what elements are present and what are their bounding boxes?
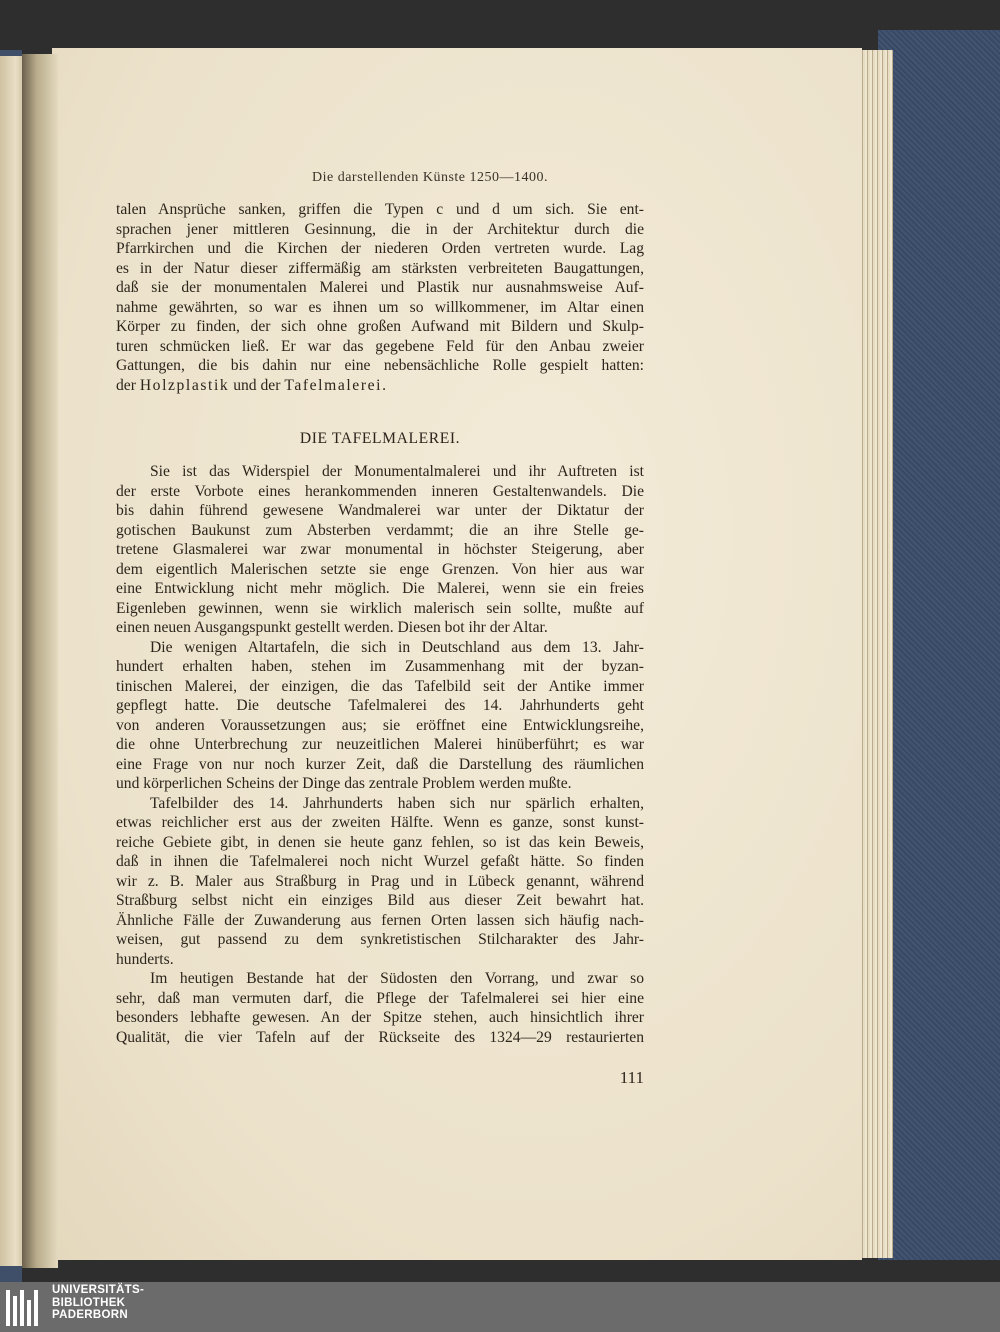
text-line: und körperlichen Scheins der Dinge das zentrale Problem werden mußte.	[116, 775, 572, 792]
paragraph-intro	[116, 200, 644, 395]
text-line: etwas reichlicher erst aus der zweiten Hälfte. Wenn es ganze, sonst kunst-	[116, 814, 644, 831]
text-line: reiche Gebiete gibt, in denen sie heute ganz fehlen, so ist das kein Beweis,	[116, 833, 644, 851]
text-line: hundert erhalten haben, stehen im Zusammenhang mit der byzan-	[116, 658, 644, 675]
text-line: von anderen Voraussetzungen aus; sie eröffnet eine Entwicklungsreihe,	[116, 716, 644, 734]
text-line: nahme gewährten, so war es ihnen um so willkommener, im Altar einen	[116, 298, 644, 316]
text-line: die ohne Unterbrechung zur neuzeitlichen Malerei hinüberführt; es war	[116, 736, 644, 753]
text-line: gepflegt hatte. Die deutsche Tafelmalerei des 14. Jahrhunderts geht	[116, 697, 644, 714]
text-fragment: .	[382, 376, 386, 394]
text-line: eine Frage von nur noch kurzer Zeit, daß die Darstellung des räumlichen	[116, 755, 644, 773]
text-line: talen Ansprüche sanken, griffen die Typen c und d um sich. Sie ent-	[116, 201, 644, 218]
library-footer	[0, 1282, 1000, 1332]
text-line: Körper zu finden, der sich ohne großen Aufwand mit Bildern und Skulp-	[116, 318, 644, 335]
spaced-term: Holzplastik	[139, 376, 230, 394]
text-line: dem eigentlich Malerischen setzte sie enge Grenzen. Von hier aus war	[116, 560, 644, 578]
text-line: sprachen jener mittleren Gesinnung, die in der Architektur durch die	[116, 220, 644, 238]
text-line: Qualität, die vier Tafeln auf der Rückseite des 1324—29 restaurierten	[116, 1028, 644, 1046]
text-line: besonders lebhafte gewesen. An der Spitze stehen, auch hinsichtlich ihrer	[116, 1009, 644, 1026]
text-line: Pfarrkirchen und die Kirchen der niederen Orden vertreten wurde. Lag	[116, 240, 644, 257]
book-gutter	[22, 54, 58, 1268]
text-line: Eigenleben gewinnen, wenn sie wirklich malerisch sein sollte, mußte auf	[116, 599, 644, 617]
text-line: Gattungen, die bis dahin nur eine nebensächliche Rolle gespielt hatten:	[116, 357, 644, 374]
section-heading: DIE TAFELMALEREI.	[299, 430, 461, 447]
text-line: tretene Glasmalerei war zwar monumental in höchster Steigerung, aber	[116, 541, 644, 558]
text-line: hunderts.	[116, 950, 174, 968]
text-line: einen neuen Ausgangspunkt gestellt werden. Diesen bot ihr der Altar.	[116, 619, 548, 636]
text-line: tinischen Malerei, der einzigen, die das Tafelbild seit der Antike immer	[116, 677, 644, 695]
book-cover-right	[878, 30, 1000, 1260]
text-line: eine Entwicklung nicht mehr möglich. Die Malerei, wenn sie ein freies	[116, 580, 644, 597]
text-line: sehr, daß man vermuten darf, die Pflege der Tafelmalerei sei hier eine	[116, 989, 644, 1007]
logo-line: UNIVERSITÄTS-	[52, 1284, 145, 1296]
text-line: Sie ist das Widerspiel der Monumentalmalerei und ihr Auftreten ist	[150, 463, 644, 480]
text-line: Tafelbilder des 14. Jahrhunderts haben sich nur spärlich erhalten,	[150, 794, 644, 812]
text-line: gotischen Baukunst zum Absterben verdammt; die an ihre Stelle ge-	[116, 521, 644, 539]
body-text	[116, 462, 644, 1047]
text-line	[116, 376, 644, 396]
text-line: turen schmücken ließ. Er war das gegebene Feld für den Anbau zweier	[116, 337, 644, 355]
text-line: daß in ihnen die Tafelmalerei noch nicht Wurzel gefaßt hätte. So finden	[116, 853, 644, 870]
page-number: 111	[619, 1068, 644, 1087]
text-line: Straßburg selbst nicht ein einziges Bild aus dieser Zeit bewahrt hat.	[116, 892, 644, 909]
library-bars-icon	[6, 1290, 46, 1326]
text-line: Ähnliche Fälle der Zuwanderung aus fernen Orten lassen sich häufig nach-	[116, 911, 644, 929]
text-fragment: und der	[229, 376, 285, 394]
text-line: daß sie der monumentalen Malerei und Plastik nur ausnahmsweise Auf-	[116, 279, 644, 296]
text-fragment: der	[116, 376, 140, 394]
text-line: weisen, gut passend zu dem synkretistischen Stilcharakter des Jahr-	[116, 931, 644, 948]
text-line: Die wenigen Altartafeln, die sich in Deutschland aus dem 13. Jahr-	[150, 638, 644, 656]
library-logo-text	[52, 1284, 144, 1322]
logo-line: BIBLIOTHEK	[52, 1296, 126, 1309]
text-line: der erste Vorbote eines herankommenden inneren Gestaltenwandels. Die	[116, 482, 644, 500]
text-line: wir z. B. Maler aus Straßburg in Prag und in Lübeck genannt, während	[116, 872, 644, 890]
running-header: Die darstellenden Künste 1250—1400.	[311, 170, 548, 185]
logo-line: PADERBORN	[52, 1309, 128, 1321]
text-line: bis dahin führend gewesene Wandmalerei war unter der Diktatur der	[116, 502, 644, 519]
spaced-term: Tafelmalerei	[284, 376, 383, 394]
text-line: es in der Natur dieser ziffermäßig am stärksten verbreiteten Baugattungen,	[116, 259, 644, 277]
text-line: Im heutigen Bestande hat der Südosten den Vorrang, und zwar so	[150, 970, 644, 987]
